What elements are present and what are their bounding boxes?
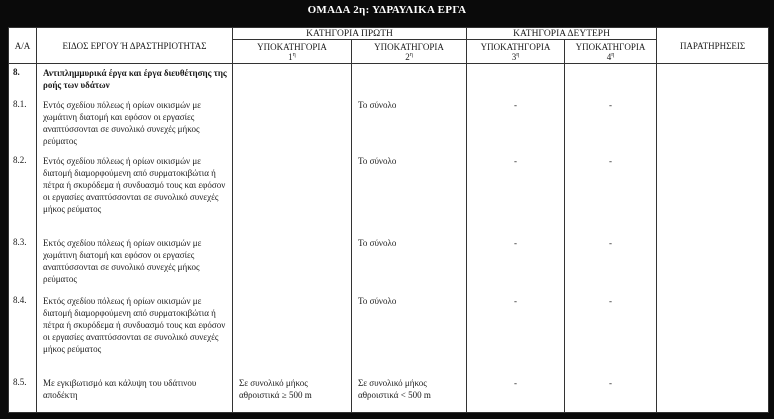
cell-subcategory-1 (233, 64, 352, 96)
cell-subcategory-4: - (565, 96, 657, 152)
table-row (9, 64, 769, 96)
cell-notes (657, 152, 769, 234)
cell-subcategory-2 (352, 64, 467, 96)
row-description: Αντιπλημμυρικά έργα και έργα διευθέτησης της ροής των υδάτων (37, 64, 233, 96)
ordinal-suffix: η (409, 51, 413, 58)
subcategory-label: ΥΠΟΚΑΤΗΓΟΡΙΑ (575, 41, 646, 52)
cell-subcategory-3: - (467, 374, 565, 413)
row-description: Εκτός σχεδίου πόλεως ή ορίων οικισμών με διατομή διαμορφούμενη από συρματοκιβώτια ή πέτρα ή σκυρόδεμα ή συνδυασμό τους και εφόσον οι εργασίες αναπτύσσονται σε συνολικό συνεχές μήκος ρεύματος (37, 292, 233, 374)
header-type: ΕΙΔΟΣ ΕΡΓΟΥ Ή ΔΡΑΣΤΗΡΙΟΤΗΤΑΣ (37, 28, 233, 64)
table-row (9, 292, 769, 374)
cell-notes (657, 374, 769, 413)
ordinal-suffix: η (516, 51, 520, 58)
cell-notes (657, 96, 769, 152)
table-row (9, 374, 769, 413)
subcategory-label: ΥΠΟΚΑΤΗΓΟΡΙΑ (480, 41, 551, 52)
cell-subcategory-3: - (467, 152, 565, 234)
cell-subcategory-1 (233, 292, 352, 374)
cell-subcategory-4 (565, 64, 657, 96)
row-description: Εντός σχεδίου πόλεως ή ορίων οικισμών με χωμάτινη διατομή και εφόσον οι εργασίες αναπτύσσονται σε συνολικό συνεχές μήκος ρεύματος (37, 96, 233, 152)
table-row (9, 234, 769, 292)
cell-subcategory-2: Το σύνολο (352, 234, 467, 292)
table-row (9, 96, 769, 152)
cell-subcategory-1 (233, 152, 352, 234)
cell-subcategory-1: Σε συνολικό μήκος αθροιστικά ≥ 500 m (233, 374, 352, 413)
subcategory-label: ΥΠΟΚΑΤΗΓΟΡΙΑ (374, 41, 444, 52)
subcategory-label: ΥΠΟΚΑΤΗΓΟΡΙΑ (257, 41, 327, 52)
cell-subcategory-2: Το σύνολο (352, 96, 467, 152)
header-subcategory-3 (467, 40, 565, 64)
cell-subcategory-3: - (467, 96, 565, 152)
header-notes: ΠΑΡΑΤΗΡΗΣΕΙΣ (657, 28, 769, 64)
cell-subcategory-3: - (467, 234, 565, 292)
header-category-1: ΚΑΤΗΓΟΡΙΑ ΠΡΩΤΗ (233, 28, 467, 40)
row-number: 8.3. (9, 234, 37, 292)
cell-subcategory-3: - (467, 292, 565, 374)
cell-subcategory-3 (467, 64, 565, 96)
works-table (8, 27, 769, 413)
cell-subcategory-2: Το σύνολο (352, 292, 467, 374)
page-title: ΟΜΑΔΑ 2η: ΥΔΡΑΥΛΙΚΑ ΕΡΓΑ (307, 4, 467, 16)
cell-notes (657, 64, 769, 96)
document-sheet (8, 27, 768, 413)
row-number: 8.1. (9, 96, 37, 152)
row-number: 8.4. (9, 292, 37, 374)
subcategory-number: 3 (511, 51, 517, 62)
cell-subcategory-2: Το σύνολο (352, 152, 467, 234)
cell-subcategory-4: - (565, 374, 657, 413)
cell-subcategory-4: - (565, 292, 657, 374)
subcategory-number: 2 (405, 51, 410, 62)
cell-notes (657, 292, 769, 374)
header-subcategory-1 (233, 40, 352, 64)
cell-subcategory-1 (233, 234, 352, 292)
cell-subcategory-1 (233, 96, 352, 152)
row-description: Εκτός σχεδίου πόλεως ή ορίων οικισμών με χωμάτινη διατομή και εφόσον οι εργασίες αναπτύσσονται σε συνολικό συνεχές μήκος ρεύματος (37, 234, 233, 292)
subcategory-number: 1 (288, 51, 293, 62)
table-row (9, 152, 769, 234)
header-subcategory-2 (352, 40, 467, 64)
row-description: Με εγκιβωτισμό και κάλυψη του υδάτινου αποδέκτη (37, 374, 233, 413)
cell-subcategory-2: Σε συνολικό μήκος αθροιστικά < 500 m (352, 374, 467, 413)
subcategory-number: 4 (606, 51, 612, 62)
row-description: Εντός σχεδίου πόλεως ή ορίων οικισμών με διατομή διαμορφούμενη από συρματοκιβώτια ή πέτρα ή σκυρόδεμα ή συνδυασμό τους και εφόσον οι εργασίες αναπτύσσονται σε συνολικό συνεχές μήκος ρεύματος (37, 152, 233, 234)
row-number: 8.5. (9, 374, 37, 413)
ordinal-suffix: η (611, 51, 615, 58)
row-number: 8.2. (9, 152, 37, 234)
row-number: 8. (9, 64, 37, 96)
header-aa: Α/Α (9, 28, 37, 64)
cell-subcategory-4: - (565, 234, 657, 292)
cell-subcategory-4: - (565, 152, 657, 234)
header-category-2: ΚΑΤΗΓΟΡΙΑ ΔΕΥΤΕΡΗ (467, 28, 657, 40)
cell-notes (657, 234, 769, 292)
ordinal-suffix: η (292, 51, 296, 58)
header-subcategory-4 (565, 40, 657, 64)
